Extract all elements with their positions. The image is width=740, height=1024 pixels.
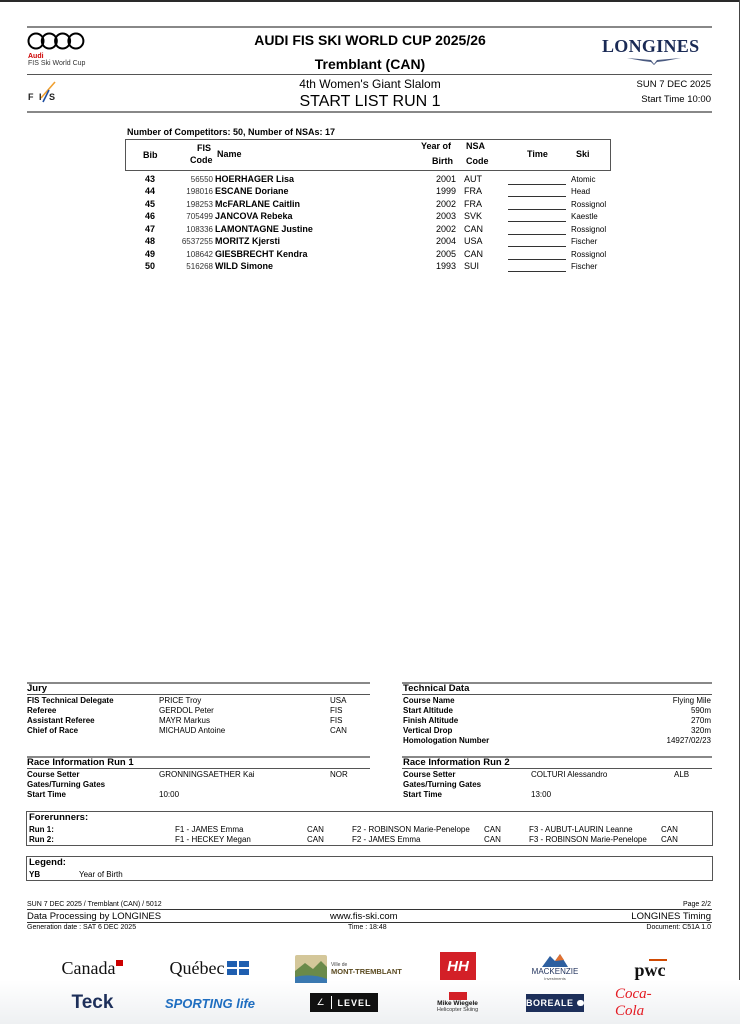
year-of-birth-cell: 1999 <box>435 186 456 197</box>
col-header-bib: Bib <box>143 150 158 160</box>
run1-setter-nation: NOR <box>330 770 348 779</box>
fis-code-cell: 198016 <box>186 187 213 197</box>
forerunners-title: Forerunners: <box>29 812 89 823</box>
year-of-birth-cell: 1993 <box>435 261 456 272</box>
run2-title-rule <box>402 768 712 769</box>
header-mid-rule <box>27 74 712 75</box>
ski-brand-cell: Kaestle <box>571 212 598 222</box>
nsa-code-cell: FRA <box>464 186 482 197</box>
run1-title-rule <box>27 768 370 769</box>
jury-top-rule <box>27 682 370 684</box>
bib-cell: 47 <box>144 223 155 234</box>
run2-setter: COLTURI Alessandro <box>531 770 608 779</box>
nsa-code-cell: CAN <box>464 248 484 259</box>
technical-value: 590m <box>690 706 711 715</box>
wiegele-sub: Helicopter Skiing <box>436 1006 479 1013</box>
event-name: 4th Women's Giant Slalom <box>299 77 441 91</box>
nsa-code-cell: FRA <box>464 198 482 209</box>
technical-title: Technical Data <box>403 683 470 694</box>
bib-cell: 44 <box>144 186 155 197</box>
level-divider <box>331 996 332 1009</box>
bib-cell: 49 <box>144 248 155 259</box>
time-blank-line <box>508 186 566 197</box>
forerunner-run-label: Run 2: <box>29 835 54 844</box>
forerunner-f2: F2 - ROBINSON Marie-Penelope <box>352 825 470 834</box>
ski-brand-cell: Fischer <box>571 262 598 272</box>
location-title: Tremblant (CAN) <box>314 56 426 72</box>
time-blank-line <box>508 249 566 260</box>
athlete-name-cell: GIESBRECHT Kendra <box>215 248 308 259</box>
mackenzie-mountain-icon <box>542 953 568 967</box>
ski-brand-cell: Rossignol <box>571 224 607 234</box>
athlete-name-cell: JANCOVA Rebeka <box>215 211 293 222</box>
nsa-code-cell: CAN <box>464 223 484 234</box>
technical-label: Vertical Drop <box>403 726 453 735</box>
fis-code-cell: 6537255 <box>181 237 213 247</box>
audi-brand-text: Audi <box>28 53 44 60</box>
col-header-yob-bottom: Birth <box>432 156 453 166</box>
legend-title: Legend: <box>29 857 66 868</box>
jury-role: FIS Technical Delegate <box>27 696 114 705</box>
col-header-fis-bottom: Code <box>190 155 213 165</box>
sponsor-teck-logo <box>65 990 120 1016</box>
level-wordmark: LEVEL <box>337 997 372 1008</box>
teck-wordmark: Teck <box>71 992 114 1013</box>
bib-cell: 48 <box>144 236 155 247</box>
nsa-code-cell: SUI <box>464 261 480 272</box>
footer-reference: SUN 7 DEC 2025 / Tremblant (CAN) / 5012 <box>27 901 162 908</box>
quebec-fleurdelis-icon <box>227 961 249 975</box>
footer-document: Document: C51A 1.0 <box>646 924 711 931</box>
svg-text:S: S <box>49 92 56 102</box>
technical-label: Start Altitude <box>403 706 453 715</box>
header-top-rule <box>27 26 712 28</box>
run1-start-time: 10:00 <box>159 790 180 799</box>
header-bottom-rule <box>27 111 712 113</box>
forerunner-f2-nation: CAN <box>484 825 501 834</box>
sponsor-boreale-logo <box>526 994 584 1012</box>
athlete-name-cell: WILD Simone <box>215 261 273 272</box>
run2-gates-label: Gates/Turning Gates <box>403 780 482 789</box>
technical-value: Flying Mile <box>672 696 711 705</box>
forerunner-f3: F3 - ROBINSON Marie-Penelope <box>529 835 647 844</box>
sponsor-sportinglife-logo <box>160 990 260 1016</box>
time-blank-line <box>508 174 566 185</box>
year-of-birth-cell: 2005 <box>435 248 456 259</box>
svg-text:F: F <box>28 92 34 102</box>
time-blank-line <box>508 199 566 210</box>
col-header-nsa-top: NSA <box>466 141 486 151</box>
table-row <box>125 236 615 248</box>
bib-cell: 46 <box>144 211 155 222</box>
tremblant-crest-icon <box>295 955 327 983</box>
forerunner-run-label: Run 1: <box>29 825 54 834</box>
sponsor-tremblant-logo <box>295 955 405 983</box>
ski-brand-cell: Fischer <box>571 237 598 247</box>
pwc-wordmark: pwc <box>634 960 666 980</box>
sponsor-pwc-logo <box>625 955 675 983</box>
audi-rings-logo <box>27 32 85 50</box>
fis-code-cell: 516268 <box>186 262 213 272</box>
sponsor-cocacola-logo <box>615 986 680 1019</box>
year-of-birth-cell: 2004 <box>435 236 456 247</box>
jury-member-name: MAYR Markus <box>159 716 210 725</box>
col-header-ski: Ski <box>576 149 590 159</box>
year-of-birth-cell: 2002 <box>435 198 456 209</box>
page-title: AUDI FIS SKI WORLD CUP 2025/26 <box>254 32 486 48</box>
technical-value: 320m <box>690 726 711 735</box>
run2-setter-nation: ALB <box>674 770 690 779</box>
nsa-code-cell: AUT <box>464 174 482 184</box>
forerunner-f3-nation: CAN <box>661 825 678 834</box>
forerunner-f1: F1 - JAMES Emma <box>175 825 244 834</box>
technical-label: Course Name <box>403 696 455 705</box>
wiegele-wordmark: Mike Wiegele <box>437 999 478 1007</box>
athlete-name-cell: MORITZ Kjersti <box>215 236 281 247</box>
legend-box <box>26 856 713 881</box>
forerunner-f3-nation: CAN <box>661 835 678 844</box>
tremblant-small-text: Ville de <box>331 961 348 968</box>
boreale-wordmark: BOREALE <box>526 998 574 1008</box>
technical-label: Homologation Number <box>403 736 490 745</box>
run2-start-label: Start Time <box>403 790 442 799</box>
mackenzie-wordmark: MACKENZIE <box>531 967 579 976</box>
cocacola-wordmark: Coca-Cola <box>615 986 652 1019</box>
technical-label: Finish Altitude <box>403 716 459 725</box>
footer-time: Time : 18:48 <box>348 924 387 931</box>
sponsor-hellyhansen-logo <box>440 952 476 980</box>
legend-value: Year of Birth <box>79 870 123 879</box>
jury-title: Jury <box>27 683 48 694</box>
table-row <box>125 199 615 211</box>
technical-title-rule <box>402 694 712 695</box>
forerunner-f1-nation: CAN <box>307 825 324 834</box>
time-blank-line <box>508 236 566 247</box>
run1-gates-label: Gates/Turning Gates <box>27 780 106 789</box>
time-blank-line <box>508 211 566 222</box>
athlete-name-cell: ESCANE Doriane <box>215 186 289 197</box>
sponsor-canada-logo <box>55 955 130 981</box>
col-header-time: Time <box>527 149 548 159</box>
col-header-nsa-bottom: Code <box>466 156 489 166</box>
bib-cell: 50 <box>144 261 155 272</box>
tremblant-wordmark: MONT-TREMBLANT <box>331 966 402 976</box>
mackenzie-sub: Investments <box>544 976 566 981</box>
run2-setter-label: Course Setter <box>403 770 456 779</box>
ski-brand-cell: Head <box>571 187 591 197</box>
jury-nation: FIS <box>330 706 343 715</box>
sportinglife-wordmark: SPORTING life <box>164 995 256 1011</box>
sponsor-quebec-logo <box>162 955 257 981</box>
run1-title: Race Information Run 1 <box>27 757 134 768</box>
canada-wordmark: Canada <box>61 957 116 978</box>
jury-nation: CAN <box>330 726 347 735</box>
col-header-fis-top: FIS <box>197 143 212 153</box>
forerunner-f2: F2 - JAMES Emma <box>352 835 421 844</box>
forerunner-f1: F1 - HECKEY Megan <box>175 835 251 844</box>
ski-brand-cell: Rossignol <box>571 199 607 209</box>
footer-top-rule <box>27 909 712 910</box>
year-of-birth-cell: 2003 <box>435 211 456 222</box>
table-row <box>125 211 615 223</box>
table-header <box>125 139 611 171</box>
run1-setter: GRONNINGSAETHER Kai <box>159 770 255 779</box>
fis-code-cell: 198253 <box>186 199 213 209</box>
fis-code-cell: 108336 <box>186 224 213 234</box>
hh-wordmark: HH <box>447 957 469 975</box>
technical-value: 270m <box>690 716 711 725</box>
footer-page: Page 2/2 <box>682 901 711 908</box>
time-blank-line <box>508 261 566 272</box>
athlete-name-cell: HOERHAGER Lisa <box>215 174 295 184</box>
svg-text:I: I <box>39 92 42 102</box>
competitor-summary: Number of Competitors: 50, Number of NSAs: 17 <box>127 127 336 137</box>
jury-member-name: PRICE Troy <box>159 696 202 705</box>
viewer-top-border <box>0 0 740 2</box>
legend-key: YB <box>29 870 41 879</box>
table-row <box>125 224 615 236</box>
run2-start-time: 13:00 <box>531 790 552 799</box>
jury-member-name: MICHAUD Antoine <box>159 726 226 735</box>
level-mark-icon: ∠ <box>316 997 325 1007</box>
ski-brand-cell: Atomic <box>571 175 596 184</box>
sponsor-level-logo <box>310 993 378 1012</box>
table-row <box>125 174 615 186</box>
forerunner-f2-nation: CAN <box>484 835 501 844</box>
longines-logo: LONGINES <box>602 36 700 56</box>
run1-setter-label: Course Setter <box>27 770 80 779</box>
audi-sub-text: FIS Ski World Cup <box>28 60 86 67</box>
run1-start-label: Start Time <box>27 790 66 799</box>
jury-role: Assistant Referee <box>27 716 95 725</box>
canada-flag-icon <box>116 960 123 966</box>
jury-role: Referee <box>27 706 57 715</box>
year-of-birth-cell: 2002 <box>435 223 456 234</box>
quebec-wordmark: Québec <box>169 957 225 978</box>
forerunner-f1-nation: CAN <box>307 835 324 844</box>
athlete-name-cell: McFARLANE Caitlin <box>215 198 301 209</box>
bib-cell: 45 <box>144 198 155 209</box>
fis-code-cell: 705499 <box>186 212 213 222</box>
sponsor-mackenzie-logo <box>525 950 585 984</box>
run2-title: Race Information Run 2 <box>403 757 510 768</box>
boreale-bear-icon <box>577 1000 584 1006</box>
col-header-name: Name <box>217 149 242 159</box>
year-of-birth-cell: 2001 <box>435 174 456 184</box>
jury-role: Chief of Race <box>27 726 79 735</box>
table-row <box>125 186 615 198</box>
time-blank-line <box>508 224 566 235</box>
event-date: SUN 7 DEC 2025 <box>636 79 711 90</box>
jury-title-rule <box>27 694 370 695</box>
fis-logo <box>27 80 61 104</box>
athlete-name-cell: LAMONTAGNE Justine <box>215 223 313 234</box>
longines-wings-icon <box>625 56 683 66</box>
table-row <box>125 261 615 273</box>
footer-website-link[interactable]: www.fis-ski.com <box>330 911 398 922</box>
jury-member-name: GERDOL Peter <box>159 706 214 715</box>
nsa-code-cell: SVK <box>464 211 483 222</box>
nsa-code-cell: USA <box>464 236 483 247</box>
fis-code-cell: 56550 <box>190 175 213 184</box>
jury-nation: FIS <box>330 716 343 725</box>
start-time: Start Time 10:00 <box>641 94 711 105</box>
wiegele-mark-icon <box>449 992 467 1000</box>
list-title: START LIST RUN 1 <box>299 93 441 110</box>
col-header-yob-top: Year of <box>421 141 452 151</box>
bib-cell: 43 <box>144 174 155 184</box>
footer-bottom-rule <box>27 922 712 923</box>
sponsor-wiegele-logo <box>425 985 490 1019</box>
ski-brand-cell: Rossignol <box>571 249 607 259</box>
fis-code-cell: 108642 <box>186 249 213 259</box>
footer-timing: LONGINES Timing <box>631 911 711 922</box>
footer-processing: Data Processing by LONGINES <box>27 911 162 922</box>
forerunner-f3: F3 - AUBUT-LAURIN Leanne <box>529 825 633 834</box>
footer-generation-date: Generation date : SAT 6 DEC 2025 <box>27 924 137 931</box>
technical-value: 14927/02/23 <box>666 736 711 745</box>
table-row <box>125 249 615 261</box>
jury-nation: USA <box>330 696 347 705</box>
